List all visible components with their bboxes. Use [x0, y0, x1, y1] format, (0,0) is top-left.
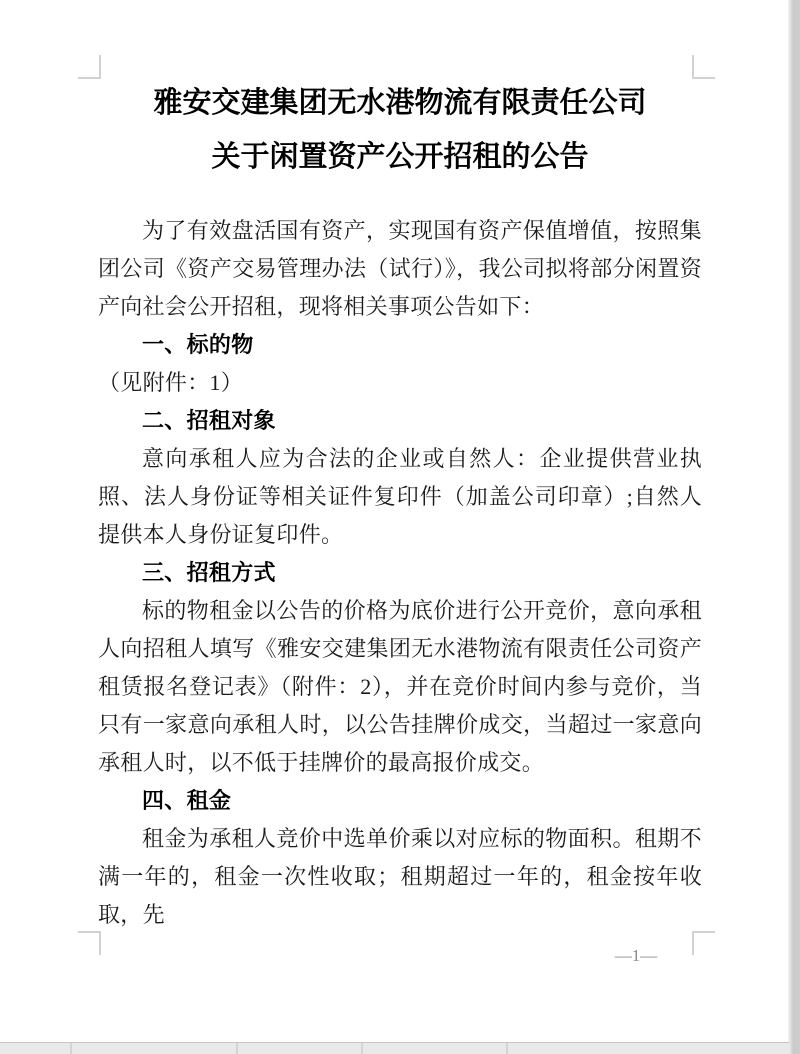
bottom-bar-separator	[506, 1043, 508, 1054]
section-1-heading: 一、标的物	[142, 332, 254, 357]
section-4-heading: 四、租金	[142, 788, 232, 813]
section-1-attachment-note: （见附件：1）	[98, 370, 244, 395]
document-title-line-2: 关于闲置资产公开招租的公告	[211, 141, 589, 173]
document-title	[98, 76, 702, 184]
bottom-bar-separator	[361, 1043, 363, 1054]
bottom-bar-separator	[70, 1043, 72, 1054]
vertical-scrollbar[interactable]	[788, 0, 800, 1054]
section-2-heading: 二、招租对象	[142, 408, 276, 433]
margin-mark-bottom-left-icon	[78, 931, 101, 955]
section-3-heading: 三、招租方式	[142, 560, 276, 585]
intro-paragraph: 为了有效盘活国有资产，实现国有资产保值增值，按照集团公司《资产交易管理办法（试行）》，我公司拟将部分闲置资产向社会公开招租，现将相关事项公告如下：	[98, 218, 702, 319]
document-title-line-1: 雅安交建集团无水港物流有限责任公司	[153, 87, 647, 119]
bottom-scroll-bar[interactable]	[0, 1042, 789, 1054]
section-3-paragraph: 标的物租金以公告的价格为底价进行公开竞价，意向承租人向招租人填写《雅安交建集团无水港物流有限责任公司资产租赁报名登记表》（附件：2），并在竞价时间内参与竞价，当只有一家意向承租人时，以公告挂牌价成交，当超过一家意向承租人时，以不低于挂牌价的最高报价成交。	[98, 598, 702, 775]
bottom-bar-separator	[236, 1043, 238, 1054]
section-2-paragraph: 意向承租人应为合法的企业或自然人：企业提供营业执照、法人身份证等相关证件复印件（加盖公司印章）;自然人提供本人身份证复印件。	[98, 446, 702, 547]
page-number: —1—	[614, 946, 658, 965]
margin-mark-bottom-right-icon	[692, 931, 715, 955]
section-4-paragraph: 租金为承租人竞价中选单价乘以对应标的物面积。租期不满一年的，租金一次性收取；租期超过一年的，租金按年收取，先	[98, 826, 702, 927]
document-body	[98, 212, 702, 934]
